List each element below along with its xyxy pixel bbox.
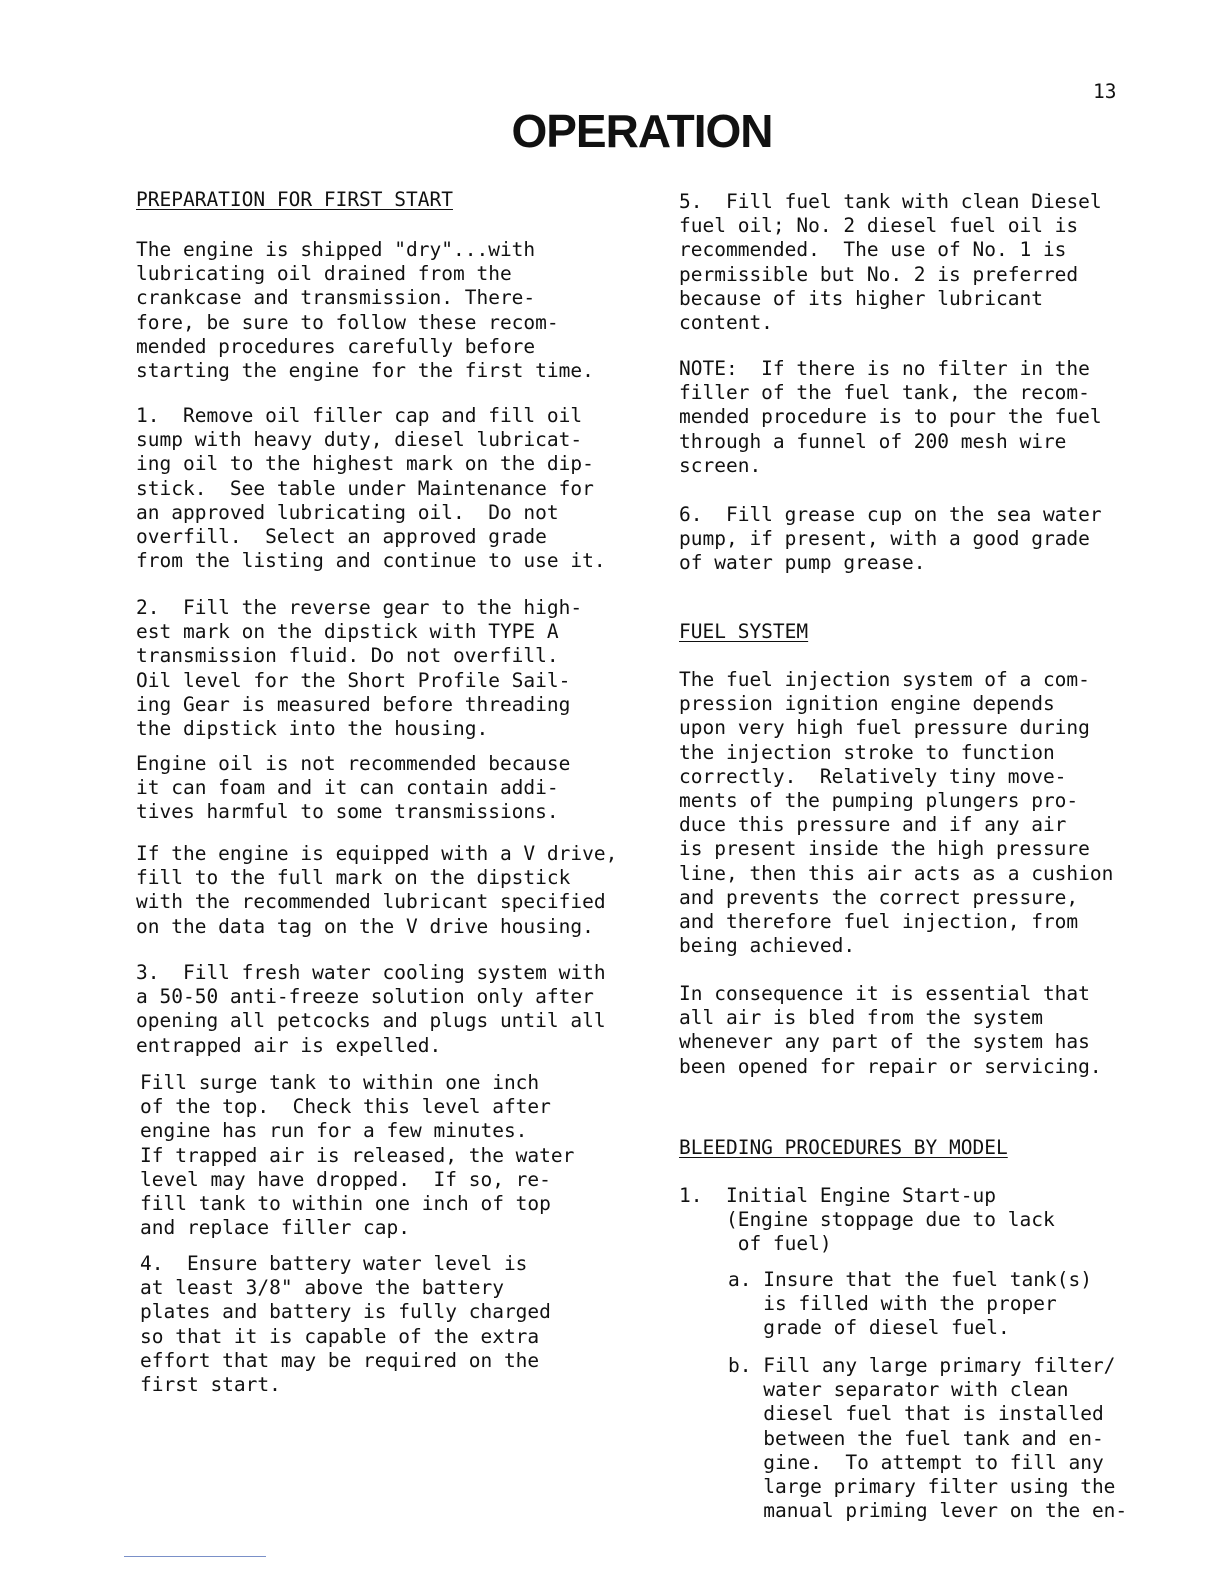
- step-6-paragraph: 6. Fill grease cup on the sea water pump, if present, with a good grade of water pump grease.: [679, 503, 1102, 575]
- step-3-paragraph: 3. Fill fresh water cooling system with a 50-50 anti-freeze solution only after opening all petcocks and plugs until all entrapped air is expelled.: [136, 961, 606, 1057]
- page-number: 13: [1093, 80, 1117, 103]
- step-1-paragraph: 1. Remove oil filler cap and fill oil sump with heavy duty, diesel lubricat- ing oil to the highest mark on the dip- stick. See table under Maintenance for an approved lubricating oil. Do not overfill. Select an approved grade from the listing and continue to use it.: [136, 404, 606, 573]
- page-title: OPERATION: [511, 105, 773, 157]
- bleeding-item-1: 1. Initial Engine Start-up (Engine stoppage due to lack of fuel): [679, 1184, 1055, 1256]
- step-2-paragraph: 2. Fill the reverse gear to the high- est mark on the dipstick with TYPE A transmission fluid. Do not overfill. Oil level for the Short Profile Sail- ing Gear is measured before threading the dipstick into the housing.: [136, 596, 583, 741]
- surge-tank-paragraph: Fill surge tank to within one inch of the top. Check this level after engine has run for a few minutes. If trapped air is released, the water level may have dropped. If so, re- fill tank to within one inch of top and replace filler cap.: [140, 1071, 575, 1240]
- engine-oil-paragraph: Engine oil is not recommended because it can foam and it can contain addi- tives harmful to some transmissions.: [136, 752, 571, 824]
- note-paragraph: NOTE: If there is no filter in the filler of the fuel tank, the recom- mended procedure is to pour the fuel through a funnel of 200 mesh wire screen.: [679, 357, 1102, 477]
- bleeding-item-1b: b. Fill any large primary filter/ water separator with clean diesel fuel that is installed between the fuel tank and en- gine. To attempt to fill any large primary filter using the manual priming lever on the en-: [728, 1354, 1128, 1523]
- fuel-system-paragraph-2: In consequence it is essential that all air is bled from the system whenever any part of the system has been opened for repair or servicing.: [679, 982, 1102, 1078]
- intro-paragraph: The engine is shipped "dry"...with lubricating oil drained from the crankcase and transmission. There- fore, be sure to follow these recom- mended procedures carefully before starting the engine for the first time.: [136, 238, 594, 383]
- fuel-system-heading: FUEL SYSTEM: [679, 620, 809, 643]
- step-4-paragraph: 4. Ensure battery water level is at least 3/8" above the battery plates and battery is fully charged so that it is capable of the extra effort that may be required on the first start.: [140, 1252, 551, 1397]
- bleeding-procedures-heading: BLEEDING PROCEDURES BY MODEL: [679, 1136, 1008, 1159]
- bottom-rule-divider: [124, 1556, 266, 1557]
- step-5-paragraph: 5. Fill fuel tank with clean Diesel fuel oil; No. 2 diesel fuel oil is recommended. The use of No. 1 is permissible but No. 2 is preferred because of its higher lubricant content.: [679, 190, 1102, 335]
- v-drive-paragraph: If the engine is equipped with a V drive, fill to the full mark on the dipstick with the recommended lubricant specified on the data tag on the V drive housing.: [136, 842, 618, 938]
- bleeding-item-1a: a. Insure that the fuel tank(s) is filled with the proper grade of diesel fuel.: [728, 1268, 1092, 1340]
- fuel-system-paragraph-1: The fuel injection system of a com- pression ignition engine depends upon very high fuel pressure during the injection stroke to function correctly. Relatively tiny move- ments of the pumping plungers pro- duce this pressure and if any air is present inside the high pressure line, then this air acts as a cushion and prevents the correct pressure, and therefore fuel injection, from being achieved.: [679, 668, 1114, 958]
- preparation-heading: PREPARATION FOR FIRST START: [136, 188, 453, 211]
